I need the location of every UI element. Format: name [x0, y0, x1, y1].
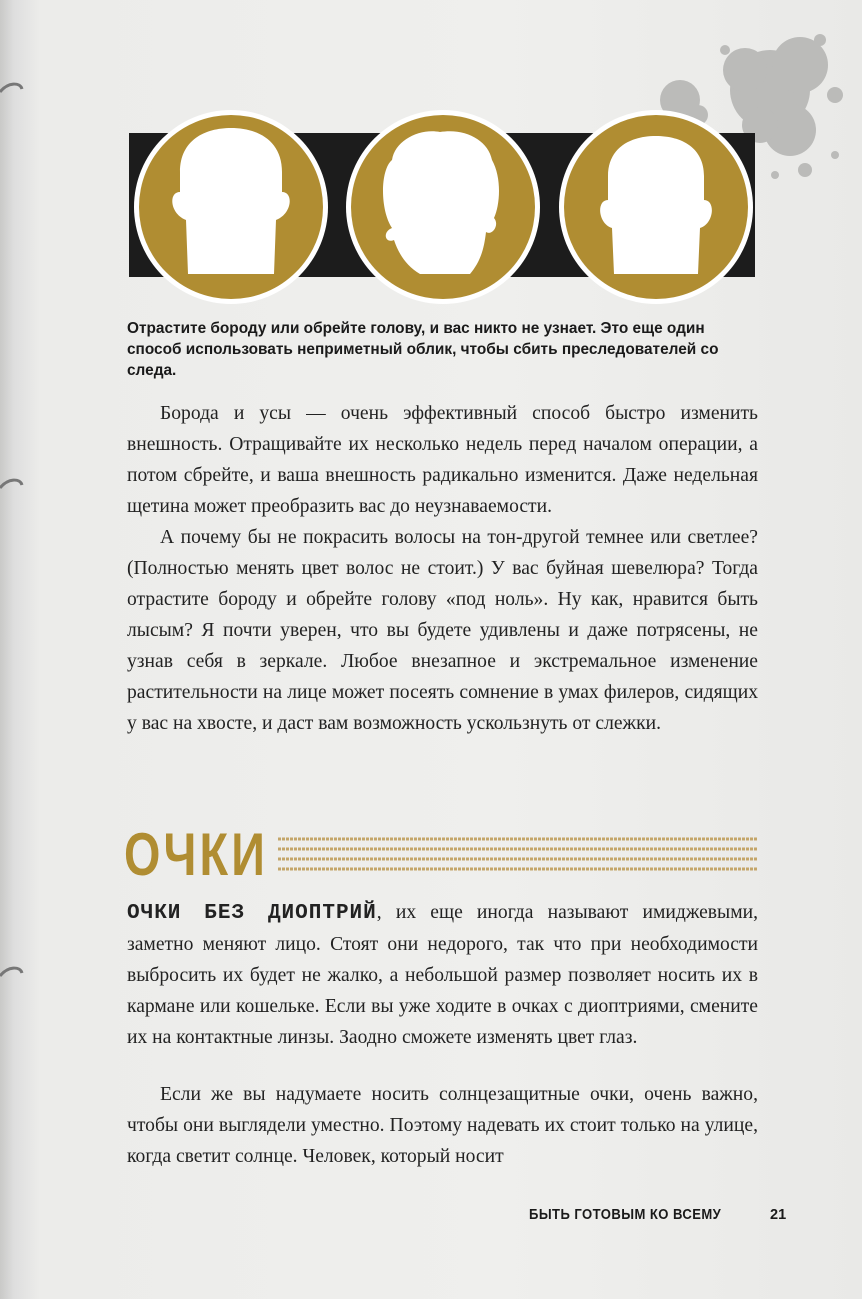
face-silhouettes-figure [0, 0, 862, 310]
body-paragraph: А почему бы не покрасить волосы на тон-другой темнее или светлее? (Полностью менять цвет волос не стоит.) У вас буйная шевелюра? Тогда отрастите бороду и обрейте голову «под ноль». Ну как, нравится быть лысым? Я почти уверен, что вы будете удивлены и даже потрясены, не узнав себя в зеркале. Любое внезапное и экстремальное изменение растительности на лице может посеять сомнение в умах филеров, сидящих у вас на хвосте, и даст вам возможность ускользнуть от слежки. [127, 527, 758, 734]
running-title: БЫТЬ ГОТОВЫМ КО ВСЕМУ [529, 1207, 722, 1223]
lead-text: , их еще иногда называют имиджевыми, заметно меняют лицо. Стоят они недорого, так что при необходимости выбросить их будет не жалко, а небольшой размер позволяет носить их в кармане или кошельке. Если вы уже ходите в очках с диоптриями, смените их на контактные линзы. Заодно сможете изменять цвет глаз. [127, 902, 758, 1048]
figure-caption: Отрастите бороду или обрейте голову, и вас никто не узнает. Это еще один способ использовать неприметный облик, чтобы сбить преследователей со следа. [127, 320, 719, 379]
section-title: ОЧКИ [124, 821, 268, 888]
binder-ring-icon [0, 478, 40, 492]
face-silhouette-icon [559, 110, 753, 304]
lead-term: ОЧКИ БЕЗ ДИОПТРИЙ [127, 902, 377, 925]
section-paragraph [127, 897, 758, 1053]
title-rule-lines [278, 833, 758, 873]
face-silhouette-icon [134, 110, 328, 304]
page-number: 21 [770, 1207, 787, 1223]
body-paragraph: Борода и усы — очень эффективный способ быстро изменить внешность. Отращивайте их несколько недель перед началом операции, а потом сбрейте, и ваша внешность радикально изменится. Даже недельная щетина может преобразить вас до неузнаваемости. [127, 403, 758, 517]
face-silhouette-icon [346, 110, 540, 304]
page-footer [529, 1207, 789, 1223]
binder-ring-icon [0, 966, 40, 980]
section-paragraph-2: Если же вы надумаете носить солнцезащитные очки, очень важно, чтобы они выглядели уместно. Поэтому надевать их стоит только на улице, когда светит солнце. Человек, который носит [127, 1084, 758, 1167]
